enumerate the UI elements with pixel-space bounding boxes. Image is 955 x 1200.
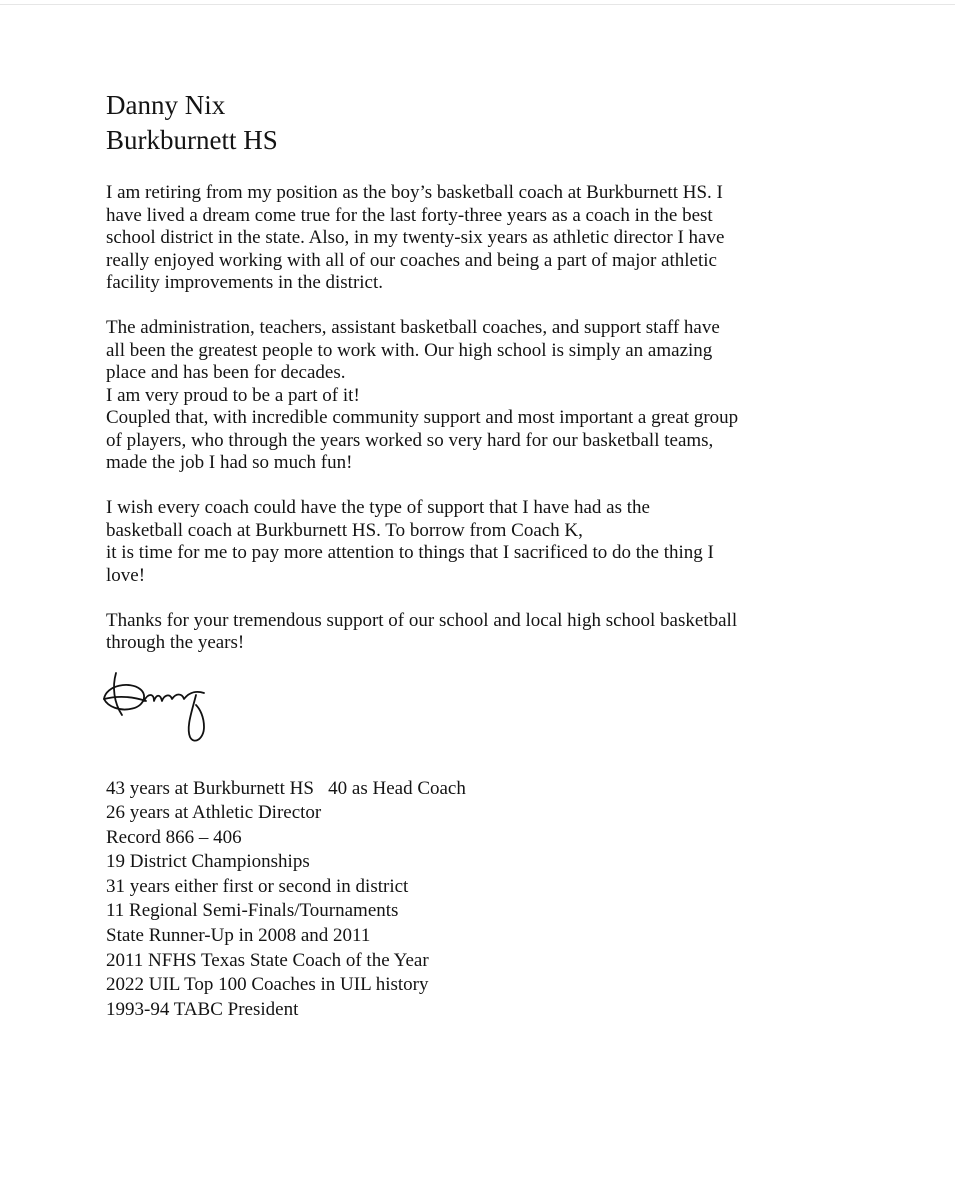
text-line: through the years!: [106, 632, 245, 653]
text-line: really enjoyed working with all of our coaches and being a part of major athletic: [106, 249, 717, 271]
stat-item: 1993-94 TABC President: [106, 998, 299, 1020]
author-school: Burkburnett HS: [106, 125, 278, 155]
text-line: I am very proud to be a part of it!: [106, 384, 360, 406]
top-divider: [0, 4, 955, 5]
text-line: love!: [106, 564, 146, 586]
letter-body: [106, 182, 896, 655]
paragraph: [106, 610, 896, 655]
author-name: Danny Nix: [106, 90, 226, 120]
text-line: made the job I had so much fun!: [106, 452, 353, 473]
signature-icon: [100, 665, 230, 745]
text-line: it is time for me to pay more attention to things that I sacrificed to do the thing I: [106, 542, 714, 563]
paragraph: [106, 182, 896, 295]
text-line: I am retiring from my position as the boy’s basketball coach at Burkburnett HS. I: [106, 182, 723, 203]
stat-item: 43 years at Burkburnett HS 40 as Head Coach: [106, 777, 466, 799]
stat-item: 19 District Championships: [106, 851, 310, 873]
text-line: all been the greatest people to work with. Our high school is simply an amazing: [106, 339, 713, 361]
paragraph: [106, 497, 896, 587]
text-line: facility improvements in the district.: [106, 272, 384, 293]
letter: [106, 88, 896, 1022]
paragraph: [106, 317, 896, 475]
text-line: of players, who through the years worked so very hard for our basketball teams,: [106, 429, 714, 451]
text-line: I wish every coach could have the type of support that I have had as the: [106, 497, 650, 518]
stat-item: State Runner-Up in 2008 and 2011: [106, 925, 371, 947]
text-line: The administration, teachers, assistant basketball coaches, and support staff have: [106, 317, 720, 338]
text-line: Coupled that, with incredible community support and most important a great group: [106, 407, 739, 428]
text-line: place and has been for decades.: [106, 362, 346, 383]
stat-item: Record 866 – 406: [106, 826, 242, 848]
career-stats: [106, 777, 896, 1023]
text-line: basketball coach at Burkburnett HS. To borrow from Coach K,: [106, 519, 583, 541]
stat-item: 26 years at Athletic Director: [106, 802, 322, 824]
text-line: school district in the state. Also, in my twenty-six years as athletic director I have: [106, 227, 725, 248]
stat-item: 2011 NFHS Texas State Coach of the Year: [106, 949, 429, 971]
stat-item: 2022 UIL Top 100 Coaches in UIL history: [106, 974, 429, 996]
text-line: Thanks for your tremendous support of our school and local high school basketball: [106, 609, 738, 631]
stat-item: 11 Regional Semi-Finals/Tournaments: [106, 900, 399, 922]
text-line: have lived a dream come true for the last forty-three years as a coach in the best: [106, 204, 713, 226]
stat-item: 31 years either first or second in district: [106, 875, 409, 897]
